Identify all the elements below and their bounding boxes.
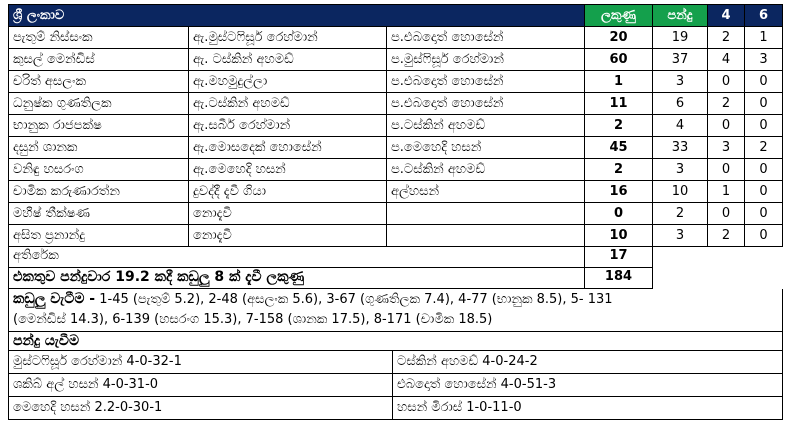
batter-name: අසිත ප්‍රනාන්දු — [8, 225, 189, 247]
sixes-cell: 2 — [745, 137, 783, 159]
runs-cell: 11 — [585, 93, 653, 115]
balls-cell: 4 — [653, 115, 708, 137]
bowler-figures-left: මුස්ටෆිසූර් රෙහ්මාන් 4-0-32-1 — [8, 351, 393, 374]
runs-cell: 2 — [585, 159, 653, 181]
runs-cell: 60 — [585, 49, 653, 71]
header-runs: ලකුණු — [585, 4, 653, 27]
dismissal-fielder: ඇ.ටස්කින් අහමඩ් — [189, 93, 387, 115]
dismissal-fielder: ඇ.මුස්ටෆිසූර් රෙහ්මාන් — [189, 27, 387, 49]
dismissal-bowler: ප.එබදොත් හොසේන් — [387, 27, 585, 49]
batter-name: පැතුම් නිස්සංක — [8, 27, 189, 49]
fow-text-1: 1-45 (පැතුම් 5.2), 2-48 (අසලංක 5.6), 3-67 (ගුණතිලක 7.4), 4-77 (භානුක 8.5), 5- 131 — [95, 292, 613, 307]
sixes-cell: 0 — [745, 71, 783, 93]
dismissal-bowler — [387, 225, 585, 247]
sixes-cell: 3 — [745, 49, 783, 71]
dismissal-fielder: නොදැවී — [189, 225, 387, 247]
sixes-cell: 0 — [745, 225, 783, 247]
batter-name: කුසල් මෙන්ඩිස් — [8, 49, 189, 71]
dismissal-bowler: ප.ටස්කින් අහමඩ් — [387, 159, 585, 181]
dismissal-bowler: අල්හසන් — [387, 181, 585, 203]
runs-cell: 45 — [585, 137, 653, 159]
fours-cell: 0 — [708, 203, 745, 225]
balls-cell: 6 — [653, 93, 708, 115]
runs-cell: 20 — [585, 27, 653, 49]
fours-cell: 2 — [708, 225, 745, 247]
dismissal-fielder: දුවද්දී දැවී ගියා — [189, 181, 387, 203]
fow-label: කඩුලු වැටීම - — [13, 291, 96, 307]
extras-label: අතිරේක — [8, 247, 585, 268]
header-fours: 4 — [708, 4, 745, 27]
balls-cell: 3 — [653, 225, 708, 247]
team-name: ශ්‍රී ලංකාව — [8, 4, 585, 27]
fours-cell: 0 — [708, 71, 745, 93]
total-value: 184 — [585, 268, 653, 289]
fours-cell: 3 — [708, 137, 745, 159]
runs-cell: 16 — [585, 181, 653, 203]
dismissal-fielder: ඇ. ටස්කින් අහමඩ් — [189, 49, 387, 71]
fours-cell: 0 — [708, 159, 745, 181]
dismissal-fielder: ඇ.මහමුදුල්ලා — [189, 71, 387, 93]
bowler-figures-left: ශකිබ් අල් හසන් 4-0-31-0 — [8, 374, 393, 397]
balls-cell: 37 — [653, 49, 708, 71]
sixes-cell: 0 — [745, 93, 783, 115]
fow-line-2: (මෙන්ඩිස් 14.3), 6-139 (හසරංග 15.3), 7-158 (ශානක 17.5), 8-171 (චාමික 18.5) — [13, 312, 493, 327]
batter-name: චරිත් අසලංක — [8, 71, 189, 93]
dismissal-fielder: ඇ.මොසදෙක් හොසේන් — [189, 137, 387, 159]
dismissal-bowler: ප.මුස්ෆිසූර් රෙහ්මාන් — [387, 49, 585, 71]
balls-cell: 3 — [653, 159, 708, 181]
fours-cell: 0 — [708, 115, 745, 137]
dismissal-bowler: ප.ටස්කින් අහමඩ් — [387, 115, 585, 137]
batter-name: දසුන් ශානක — [8, 137, 189, 159]
runs-cell: 10 — [585, 225, 653, 247]
balls-cell: 10 — [653, 181, 708, 203]
runs-cell: 0 — [585, 203, 653, 225]
batter-name: මහීෂ් තීක්ෂණ — [8, 203, 189, 225]
fours-cell: 2 — [708, 93, 745, 115]
fow-line-1 — [13, 290, 613, 309]
bowler-figures-right: එබදොත් හොසේන් 4-0-51-3 — [393, 374, 783, 397]
fours-cell: 2 — [708, 27, 745, 49]
fours-cell: 1 — [708, 181, 745, 203]
balls-cell: 33 — [653, 137, 708, 159]
dismissal-bowler — [387, 203, 585, 225]
runs-cell: 2 — [585, 115, 653, 137]
batter-name: වනිඳු හසරංග — [8, 159, 189, 181]
dismissal-fielder: ඇ.සබීර් රෙහ්මාන් — [189, 115, 387, 137]
sixes-cell: 0 — [745, 159, 783, 181]
extras-value: 17 — [585, 247, 653, 268]
bowler-figures-right: ටස්කින් අහමඩ් 4-0-24-2 — [393, 351, 783, 374]
runs-cell: 1 — [585, 71, 653, 93]
sixes-cell: 1 — [745, 27, 783, 49]
header-sixes: 6 — [745, 4, 783, 27]
batter-name: ධනුෂ්ක ගුණතිලක — [8, 93, 189, 115]
balls-cell: 19 — [653, 27, 708, 49]
sixes-cell: 0 — [745, 115, 783, 137]
sixes-cell: 0 — [745, 181, 783, 203]
batter-name: චාමික කරුණාරත්න — [8, 181, 189, 203]
batter-name: භානුක රාජපක්ෂ — [8, 115, 189, 137]
bowler-figures-left: මෙහෙදි හසන් 2.2-0-30-1 — [8, 397, 393, 420]
dismissal-bowler: ප.මෙහෙදි හසන් — [387, 137, 585, 159]
bowler-figures-right: හසන් මිරාස් 1-0-11-0 — [393, 397, 783, 420]
dismissal-fielder: නොදැවී — [189, 203, 387, 225]
fall-of-wickets — [8, 289, 783, 332]
dismissal-fielder: ඇ.මෙහෙදි හසන් — [189, 159, 387, 181]
total-label: එකතුව පන්දුවාර 19.2 කදී කඩුලු 8 ක් දැවී ලකුණු — [8, 268, 585, 289]
header-balls: පන්දු — [653, 4, 708, 27]
bowling-header: පන්දු යැවීම — [8, 332, 783, 351]
sixes-cell: 0 — [745, 203, 783, 225]
fours-cell: 4 — [708, 49, 745, 71]
balls-cell: 3 — [653, 71, 708, 93]
dismissal-bowler: ප.එබදොත් හොසේන් — [387, 93, 585, 115]
dismissal-bowler: ප.එබදොත් හොසේන් — [387, 71, 585, 93]
balls-cell: 2 — [653, 203, 708, 225]
